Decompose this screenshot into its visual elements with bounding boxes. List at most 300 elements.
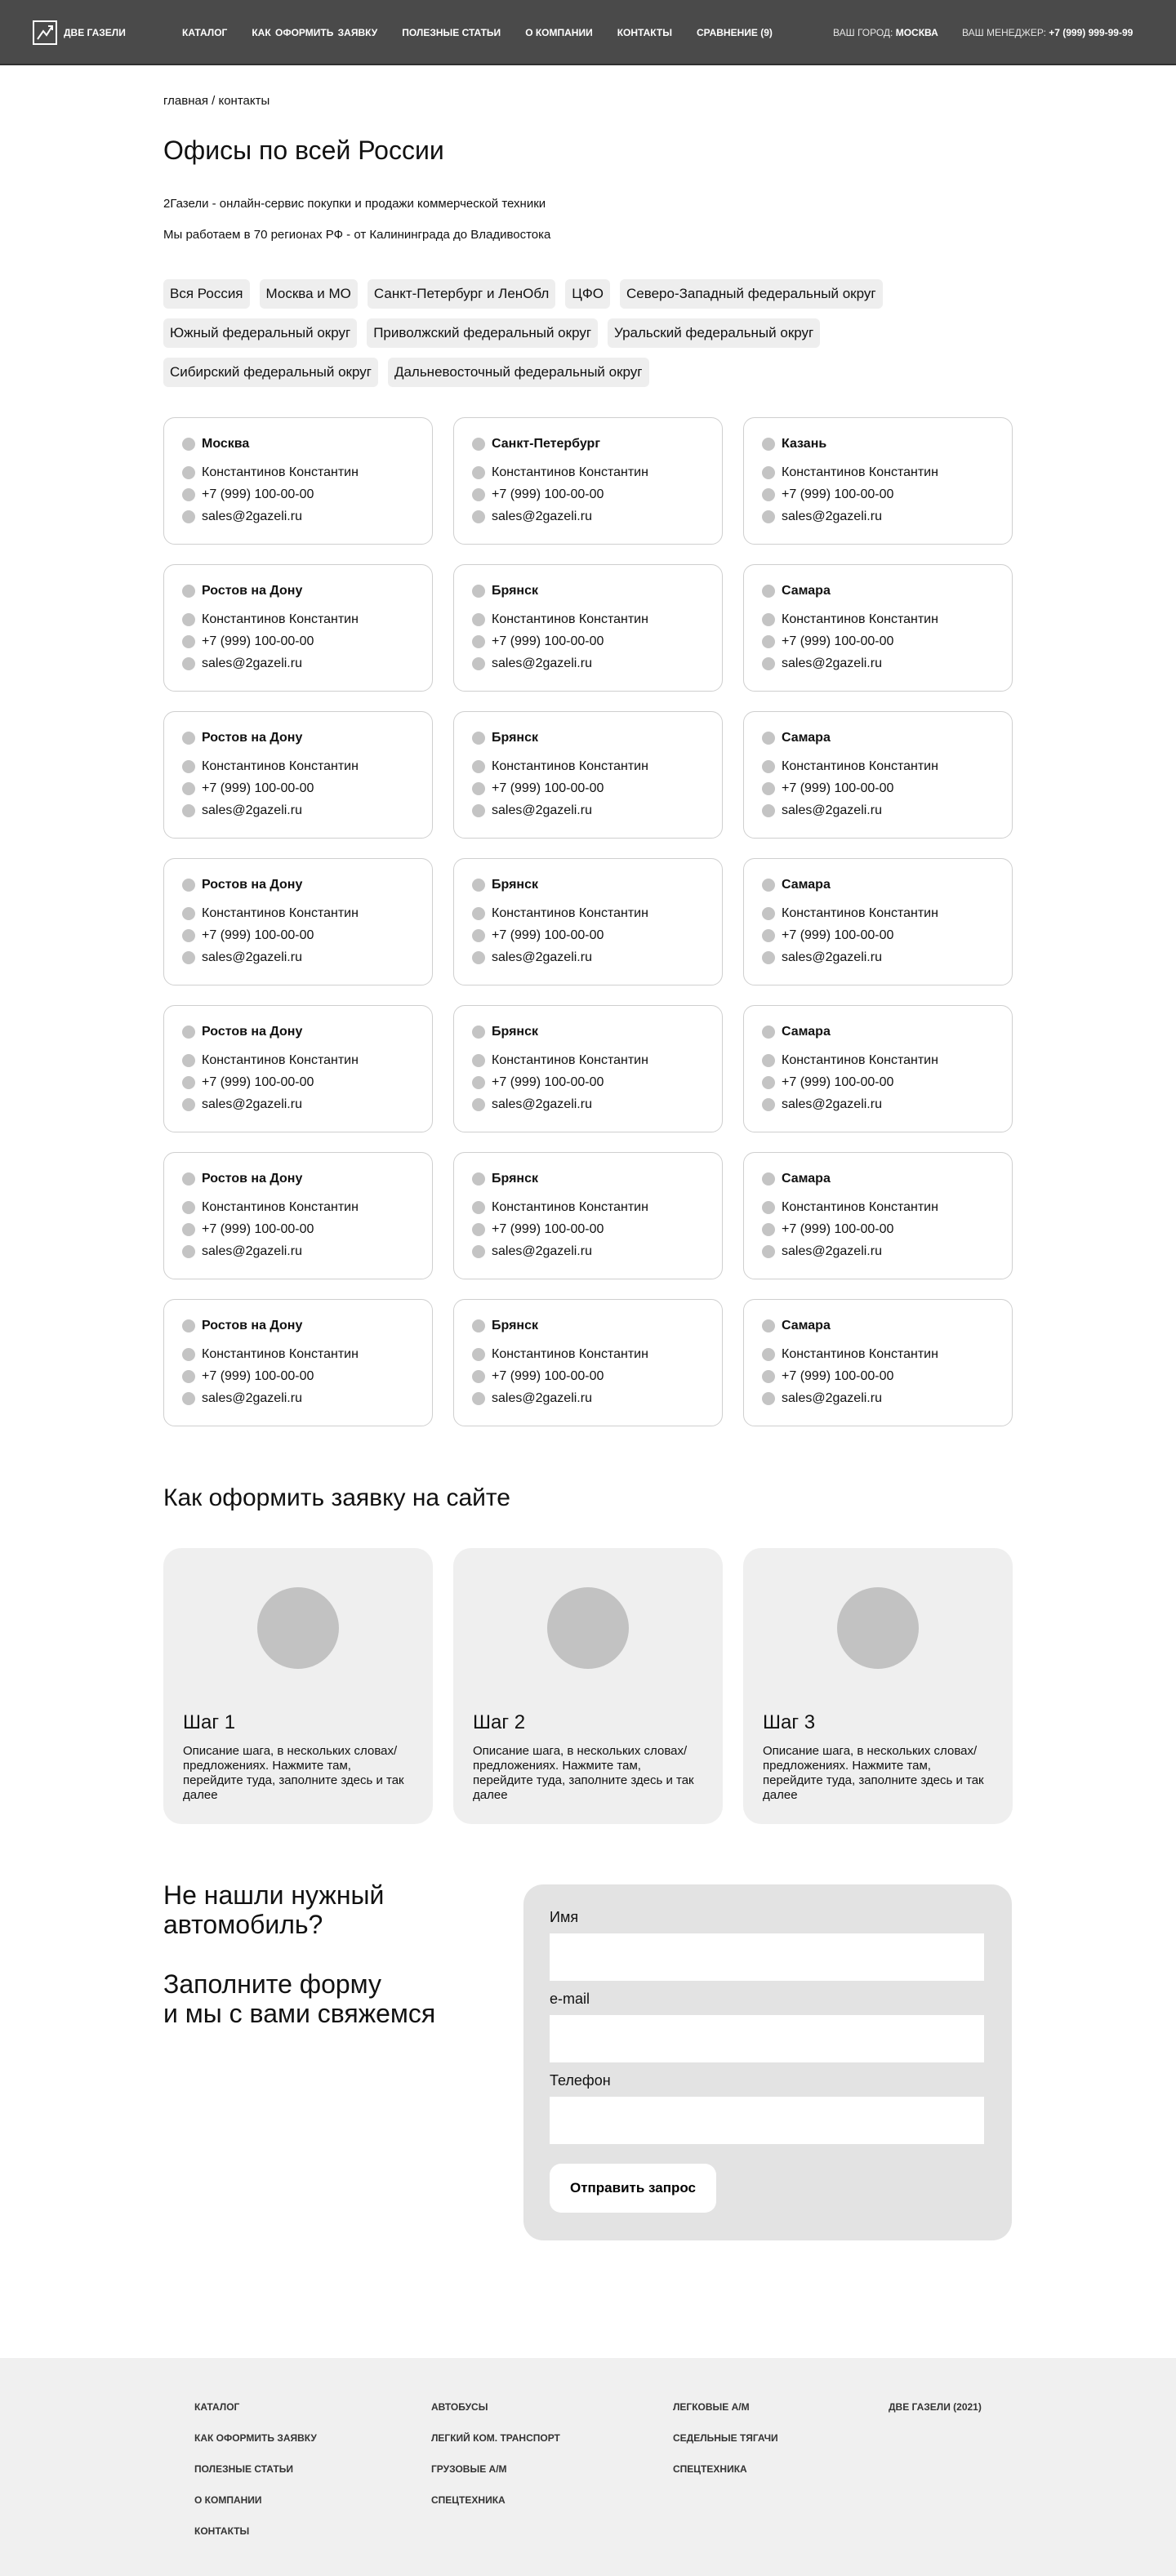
office-manager: Константинов Константин xyxy=(782,906,938,920)
email-input[interactable] xyxy=(550,2015,984,2062)
bullet-icon xyxy=(472,1370,485,1383)
bullet-icon xyxy=(472,782,485,795)
site-header xyxy=(0,0,1176,65)
bullet-icon xyxy=(472,1392,485,1405)
office-phone-row[interactable] xyxy=(762,1368,994,1385)
office-manager-row xyxy=(472,1346,704,1363)
bullet-icon xyxy=(182,1076,195,1089)
site-footer xyxy=(0,2358,1176,2576)
office-email: sales@2gazeli.ru xyxy=(782,656,882,670)
bullet-icon xyxy=(472,466,485,479)
office-city-row xyxy=(762,1024,994,1040)
office-email-row[interactable] xyxy=(472,950,704,966)
bullet-icon xyxy=(182,732,195,745)
cta-subheading xyxy=(163,1969,506,2028)
office-email-row[interactable] xyxy=(472,656,704,672)
footer-link-special-1[interactable]: СПЕЦТЕХНИКА xyxy=(431,2494,506,2506)
office-manager: Константинов Константин xyxy=(782,1053,938,1067)
office-card xyxy=(453,711,723,839)
nav-compare[interactable]: СРАВНЕНИЕ (9) xyxy=(696,27,773,38)
office-card xyxy=(163,1152,433,1279)
bullet-icon xyxy=(472,732,485,745)
office-card xyxy=(743,1152,1013,1279)
office-phone-row[interactable] xyxy=(762,928,994,944)
step-card xyxy=(453,1548,723,1824)
bullet-icon xyxy=(182,1319,195,1332)
office-card xyxy=(743,564,1013,692)
bullet-icon xyxy=(182,1370,195,1383)
bullet-icon xyxy=(472,1223,485,1236)
office-manager-row xyxy=(472,905,704,922)
region-filter-chip[interactable]: Уральский федеральный округ xyxy=(608,318,820,348)
bullet-icon xyxy=(472,1201,485,1214)
nav-contacts[interactable]: КОНТАКТЫ xyxy=(617,27,672,38)
bullet-icon xyxy=(182,1098,195,1111)
footer-link-special-2[interactable]: СПЕЦТЕХНИКА xyxy=(673,2463,747,2475)
bullet-icon xyxy=(762,732,775,745)
office-city-row xyxy=(472,1171,704,1187)
office-email: sales@2gazeli.ru xyxy=(782,1391,882,1405)
office-phone: +7 (999) 100-00-00 xyxy=(492,928,604,942)
page-title: Офисы по всей России xyxy=(163,136,444,165)
step-description: Описание шага, в нескольких словах/предложениях. Нажмите там, перейдите туда, заполните здесь и так далее xyxy=(763,1744,984,1802)
region-filter-chip[interactable]: Северо-Западный федеральный округ xyxy=(620,279,883,309)
step-description: Описание шага, в нескольких словах/предложениях. Нажмите там, перейдите туда, заполните здесь и так далее xyxy=(183,1744,404,1802)
office-phone: +7 (999) 100-00-00 xyxy=(202,1075,314,1089)
office-phone: +7 (999) 100-00-00 xyxy=(202,1222,314,1236)
office-email-row[interactable] xyxy=(762,1097,994,1113)
office-manager-row xyxy=(762,759,994,775)
office-city: Ростов на Дону xyxy=(202,878,303,892)
office-email-row[interactable] xyxy=(472,1390,704,1407)
submit-button[interactable]: Отправить запрос xyxy=(550,2164,716,2213)
office-phone-row[interactable] xyxy=(472,1074,704,1091)
footer-link-about[interactable]: О КОМПАНИИ xyxy=(194,2494,262,2506)
email-label: e-mail xyxy=(550,1991,590,2007)
office-phone-row[interactable] xyxy=(472,1368,704,1385)
office-city: Самара xyxy=(782,731,831,745)
bullet-icon xyxy=(182,613,195,626)
office-city: Самара xyxy=(782,1172,831,1186)
bullet-icon xyxy=(182,929,195,942)
office-manager: Константинов Константин xyxy=(202,612,359,626)
office-email-row[interactable] xyxy=(472,803,704,819)
bullet-icon xyxy=(182,1054,195,1067)
bullet-icon xyxy=(182,1223,195,1236)
step-title: Шаг 3 xyxy=(763,1711,816,1733)
office-manager: Константинов Константин xyxy=(492,1200,648,1214)
office-phone: +7 (999) 100-00-00 xyxy=(782,634,894,648)
footer-link-catalog[interactable]: КАТАЛОГ xyxy=(194,2401,240,2413)
office-phone-row[interactable] xyxy=(182,928,414,944)
bullet-icon xyxy=(472,635,485,648)
office-manager-row xyxy=(182,905,414,922)
footer-link-light-commercial[interactable]: ЛЕГКИЙ КОМ. ТРАНСПОРТ xyxy=(431,2432,560,2444)
region-filter-chip[interactable]: Сибирский федеральный округ xyxy=(163,358,378,387)
office-grid xyxy=(163,417,1013,1426)
office-phone-row[interactable] xyxy=(762,781,994,797)
manager-phone: +7 (999) 999-99-99 xyxy=(1049,27,1134,38)
office-email: sales@2gazeli.ru xyxy=(492,1097,592,1111)
office-email-row[interactable] xyxy=(762,803,994,819)
office-manager: Константинов Константин xyxy=(492,465,648,479)
office-manager: Константинов Константин xyxy=(782,465,938,479)
office-city: Самара xyxy=(782,878,831,892)
bullet-icon xyxy=(472,1245,485,1258)
steps-title: Как оформить заявку на сайте xyxy=(163,1484,510,1511)
bullet-icon xyxy=(762,804,775,817)
office-email-row[interactable] xyxy=(472,1244,704,1260)
office-email-row[interactable] xyxy=(762,509,994,525)
bullet-icon xyxy=(182,1172,195,1186)
bullet-icon xyxy=(182,1201,195,1214)
office-manager-row xyxy=(182,1199,414,1216)
step-image-placeholder xyxy=(837,1587,919,1669)
office-phone-row[interactable] xyxy=(182,1368,414,1385)
office-phone-row[interactable] xyxy=(182,634,414,650)
step-card xyxy=(163,1548,433,1824)
office-email: sales@2gazeli.ru xyxy=(202,656,302,670)
office-phone: +7 (999) 100-00-00 xyxy=(492,1075,604,1089)
office-manager: Константинов Константин xyxy=(202,1053,359,1067)
bullet-icon xyxy=(762,1054,775,1067)
cta-heading-line-2: автомобиль? xyxy=(163,1910,323,1939)
office-card xyxy=(453,1005,723,1132)
office-city: Самара xyxy=(782,1025,831,1039)
bullet-icon xyxy=(762,782,775,795)
office-phone-row[interactable] xyxy=(182,487,414,503)
office-phone-row[interactable] xyxy=(762,1221,994,1238)
region-filters xyxy=(163,279,1013,387)
office-email-row[interactable] xyxy=(762,950,994,966)
office-phone: +7 (999) 100-00-00 xyxy=(202,487,314,501)
region-filter-chip[interactable]: Вся Россия xyxy=(163,279,250,309)
office-city-row xyxy=(182,877,414,893)
bullet-icon xyxy=(182,879,195,892)
nav-catalog[interactable]: КАТАЛОГ xyxy=(182,27,228,38)
bullet-icon xyxy=(472,760,485,773)
office-manager: Константинов Константин xyxy=(202,759,359,773)
bullet-icon xyxy=(472,1319,485,1332)
office-email: sales@2gazeli.ru xyxy=(202,803,302,817)
manager-contact[interactable] xyxy=(962,27,1133,38)
logo-text: ДВЕ ГАЗЕЛИ xyxy=(64,27,126,38)
bullet-icon xyxy=(762,635,775,648)
bullet-icon xyxy=(472,613,485,626)
breadcrumb xyxy=(163,94,270,108)
office-city: Брянск xyxy=(492,878,538,892)
office-phone-row[interactable] xyxy=(762,634,994,650)
logo[interactable] xyxy=(33,20,126,45)
bullet-icon xyxy=(472,1076,485,1089)
office-email: sales@2gazeli.ru xyxy=(492,656,592,670)
office-city: Ростов на Дону xyxy=(202,1172,303,1186)
office-card xyxy=(743,858,1013,985)
office-card xyxy=(743,417,1013,545)
office-email-row[interactable] xyxy=(182,1097,414,1113)
office-phone: +7 (999) 100-00-00 xyxy=(782,1075,894,1089)
contact-form xyxy=(523,1884,1012,2240)
nav-how-to-order[interactable]: КАК ОФОРМИТЬ ЗАЯВКУ xyxy=(252,27,378,38)
bullet-icon xyxy=(762,907,775,920)
office-email: sales@2gazeli.ru xyxy=(492,803,592,817)
office-card xyxy=(453,417,723,545)
office-manager-row xyxy=(762,612,994,628)
office-phone-row[interactable] xyxy=(182,781,414,797)
nav-articles[interactable]: ПОЛЕЗНЫЕ СТАТЬИ xyxy=(402,27,501,38)
office-phone-row[interactable] xyxy=(182,1074,414,1091)
copyright: ДВЕ ГАЗЕЛИ (2021) xyxy=(889,2401,982,2413)
office-manager-row xyxy=(762,1199,994,1216)
step-description: Описание шага, в нескольких словах/предложениях. Нажмите там, перейдите туда, заполните здесь и так далее xyxy=(473,1744,694,1802)
office-email: sales@2gazeli.ru xyxy=(782,1097,882,1111)
bullet-icon xyxy=(472,1172,485,1186)
region-filter-chip[interactable]: Дальневосточный федеральный округ xyxy=(388,358,649,387)
office-manager-row xyxy=(472,1052,704,1069)
intro-text-2: Мы работаем в 70 регионах РФ - от Калининграда до Владивостока xyxy=(163,228,551,242)
phone-input[interactable] xyxy=(550,2097,984,2144)
office-phone-row[interactable] xyxy=(762,487,994,503)
region-filter-chip[interactable]: ЦФО xyxy=(565,279,610,309)
office-city-row xyxy=(472,730,704,746)
office-city: Ростов на Дону xyxy=(202,731,303,745)
bullet-icon xyxy=(182,782,195,795)
office-email-row[interactable] xyxy=(472,1097,704,1113)
intro-text-1: 2Газели - онлайн-сервис покупки и продажи коммерческой техники xyxy=(163,197,546,211)
office-manager: Константинов Константин xyxy=(492,906,648,920)
office-card xyxy=(163,858,433,985)
office-phone: +7 (999) 100-00-00 xyxy=(202,1369,314,1383)
bullet-icon xyxy=(182,635,195,648)
office-phone: +7 (999) 100-00-00 xyxy=(782,1222,894,1236)
office-card xyxy=(453,564,723,692)
bullet-icon xyxy=(762,613,775,626)
office-email-row[interactable] xyxy=(182,656,414,672)
office-phone-row[interactable] xyxy=(182,1221,414,1238)
office-phone: +7 (999) 100-00-00 xyxy=(492,634,604,648)
office-card xyxy=(163,564,433,692)
office-phone: +7 (999) 100-00-00 xyxy=(492,487,604,501)
office-city-row xyxy=(182,730,414,746)
office-city-row xyxy=(472,877,704,893)
region-filter-chip[interactable]: Москва и МО xyxy=(260,279,358,309)
step-title: Шаг 2 xyxy=(473,1711,526,1733)
office-manager-row xyxy=(182,1346,414,1363)
office-city: Брянск xyxy=(492,731,538,745)
office-email: sales@2gazeli.ru xyxy=(782,509,882,523)
bullet-icon xyxy=(182,585,195,598)
bullet-icon xyxy=(762,929,775,942)
office-phone-row[interactable] xyxy=(472,487,704,503)
bullet-icon xyxy=(762,1392,775,1405)
office-card xyxy=(163,417,433,545)
office-email: sales@2gazeli.ru xyxy=(492,1244,592,1258)
office-phone: +7 (999) 100-00-00 xyxy=(782,487,894,501)
region-filter-chip[interactable]: Приволжский федеральный округ xyxy=(367,318,598,348)
bullet-icon xyxy=(182,510,195,523)
bullet-icon xyxy=(762,1098,775,1111)
footer-col-site xyxy=(194,2401,317,2556)
cta-heading xyxy=(163,1880,506,1939)
city-selector[interactable] xyxy=(833,27,938,38)
office-email-row[interactable] xyxy=(182,803,414,819)
office-email: sales@2gazeli.ru xyxy=(782,803,882,817)
office-card xyxy=(743,1005,1013,1132)
office-city-row xyxy=(182,436,414,452)
office-email: sales@2gazeli.ru xyxy=(492,950,592,964)
bullet-icon xyxy=(182,488,195,501)
bullet-icon xyxy=(182,907,195,920)
office-city-row xyxy=(182,1318,414,1334)
footer-link-buses[interactable]: АВТОБУСЫ xyxy=(431,2401,488,2413)
office-city-row xyxy=(762,1318,994,1334)
logo-icon xyxy=(33,20,57,45)
office-city-row xyxy=(762,436,994,452)
office-manager-row xyxy=(182,759,414,775)
office-phone: +7 (999) 100-00-00 xyxy=(782,1369,894,1383)
office-card xyxy=(743,1299,1013,1426)
city-label: ВАШ ГОРОД: xyxy=(833,27,893,38)
office-phone: +7 (999) 100-00-00 xyxy=(782,781,894,795)
bullet-icon xyxy=(472,1348,485,1361)
office-phone-row[interactable] xyxy=(762,1074,994,1091)
office-phone: +7 (999) 100-00-00 xyxy=(492,781,604,795)
bullet-icon xyxy=(762,1201,775,1214)
office-phone-row[interactable] xyxy=(472,1221,704,1238)
bullet-icon xyxy=(472,438,485,451)
bullet-icon xyxy=(472,657,485,670)
office-card xyxy=(163,711,433,839)
office-email-row[interactable] xyxy=(762,1390,994,1407)
bullet-icon xyxy=(472,907,485,920)
office-manager: Константинов Константин xyxy=(492,759,648,773)
office-manager: Константинов Константин xyxy=(782,612,938,626)
office-manager: Константинов Константин xyxy=(782,759,938,773)
bullet-icon xyxy=(472,1026,485,1039)
bullet-icon xyxy=(472,1098,485,1111)
office-email-row[interactable] xyxy=(472,509,704,525)
office-card xyxy=(453,1152,723,1279)
step-title: Шаг 1 xyxy=(183,1711,236,1733)
office-manager-row xyxy=(472,465,704,481)
office-manager-row xyxy=(762,1346,994,1363)
footer-col-categories-1 xyxy=(431,2401,560,2525)
bullet-icon xyxy=(762,1370,775,1383)
office-manager: Константинов Константин xyxy=(202,906,359,920)
bullet-icon xyxy=(762,510,775,523)
footer-col-categories-2 xyxy=(673,2401,778,2494)
footer-link-cars[interactable]: ЛЕГКОВЫЕ А/М xyxy=(673,2401,750,2413)
office-city: Брянск xyxy=(492,1025,538,1039)
breadcrumb-separator: / xyxy=(207,94,219,108)
office-card xyxy=(453,858,723,985)
region-filter-chip[interactable]: Южный федеральный округ xyxy=(163,318,357,348)
office-city-row xyxy=(472,1318,704,1334)
office-email-row[interactable] xyxy=(762,1244,994,1260)
cta-subheading-line-2: и мы с вами свяжемся xyxy=(163,1999,436,2028)
office-city-row xyxy=(472,436,704,452)
bullet-icon xyxy=(472,585,485,598)
bullet-icon xyxy=(182,760,195,773)
office-city-row xyxy=(762,877,994,893)
region-filter-chip[interactable]: Санкт-Петербург и ЛенОбл xyxy=(368,279,555,309)
bullet-icon xyxy=(762,951,775,964)
cta-subheading-line-1: Заполните форму xyxy=(163,1969,382,1999)
step-image-placeholder xyxy=(547,1587,629,1669)
office-city-row xyxy=(182,583,414,599)
breadcrumb-current: контакты xyxy=(218,94,270,108)
office-phone-row[interactable] xyxy=(472,634,704,650)
bullet-icon xyxy=(762,879,775,892)
office-manager: Константинов Константин xyxy=(492,1347,648,1361)
nav-about[interactable]: О КОМПАНИИ xyxy=(525,27,593,38)
office-manager-row xyxy=(182,612,414,628)
office-city-row xyxy=(472,583,704,599)
office-email-row[interactable] xyxy=(762,656,994,672)
office-email-row[interactable] xyxy=(182,1390,414,1407)
office-manager-row xyxy=(762,1052,994,1069)
bullet-icon xyxy=(182,466,195,479)
office-city: Ростов на Дону xyxy=(202,584,303,598)
step-image-placeholder xyxy=(257,1587,339,1669)
office-manager: Константинов Константин xyxy=(202,1347,359,1361)
office-city-row xyxy=(762,583,994,599)
office-manager-row xyxy=(762,465,994,481)
office-city: Санкт-Петербург xyxy=(492,437,600,451)
footer-link-tractors[interactable]: СЕДЕЛЬНЫЕ ТЯГАЧИ xyxy=(673,2432,778,2444)
bullet-icon xyxy=(472,488,485,501)
office-city: Брянск xyxy=(492,1172,538,1186)
breadcrumb-home[interactable]: главная xyxy=(163,94,208,108)
office-phone-row[interactable] xyxy=(472,781,704,797)
bullet-icon xyxy=(182,1026,195,1039)
city-value: МОСКВА xyxy=(895,27,938,38)
bullet-icon xyxy=(762,1223,775,1236)
name-input[interactable] xyxy=(550,1933,984,1981)
footer-link-contacts[interactable]: КОНТАКТЫ xyxy=(194,2525,250,2537)
office-phone: +7 (999) 100-00-00 xyxy=(202,928,314,942)
office-city: Москва xyxy=(202,437,250,451)
office-manager-row xyxy=(182,1052,414,1069)
office-email-row[interactable] xyxy=(182,509,414,525)
bullet-icon xyxy=(472,879,485,892)
bullet-icon xyxy=(762,1172,775,1186)
office-email: sales@2gazeli.ru xyxy=(202,1244,302,1258)
office-manager-row xyxy=(472,1199,704,1216)
bullet-icon xyxy=(762,760,775,773)
footer-link-how-to-order[interactable]: КАК ОФОРМИТЬ ЗАЯВКУ xyxy=(194,2432,317,2444)
bullet-icon xyxy=(762,1348,775,1361)
bullet-icon xyxy=(762,585,775,598)
office-email-row[interactable] xyxy=(182,950,414,966)
footer-link-articles[interactable]: ПОЛЕЗНЫЕ СТАТЬИ xyxy=(194,2463,293,2475)
office-phone: +7 (999) 100-00-00 xyxy=(202,781,314,795)
office-email: sales@2gazeli.ru xyxy=(202,1391,302,1405)
bullet-icon xyxy=(472,1054,485,1067)
office-email: sales@2gazeli.ru xyxy=(782,950,882,964)
footer-link-trucks[interactable]: ГРУЗОВЫЕ А/М xyxy=(431,2463,507,2475)
office-phone-row[interactable] xyxy=(472,928,704,944)
office-city: Самара xyxy=(782,584,831,598)
office-card xyxy=(163,1299,433,1426)
bullet-icon xyxy=(472,929,485,942)
office-manager: Константинов Константин xyxy=(202,465,359,479)
bullet-icon xyxy=(762,466,775,479)
office-manager: Константинов Константин xyxy=(782,1347,938,1361)
phone-label: Телефон xyxy=(550,2072,611,2089)
office-email: sales@2gazeli.ru xyxy=(202,1097,302,1111)
office-email-row[interactable] xyxy=(182,1244,414,1260)
